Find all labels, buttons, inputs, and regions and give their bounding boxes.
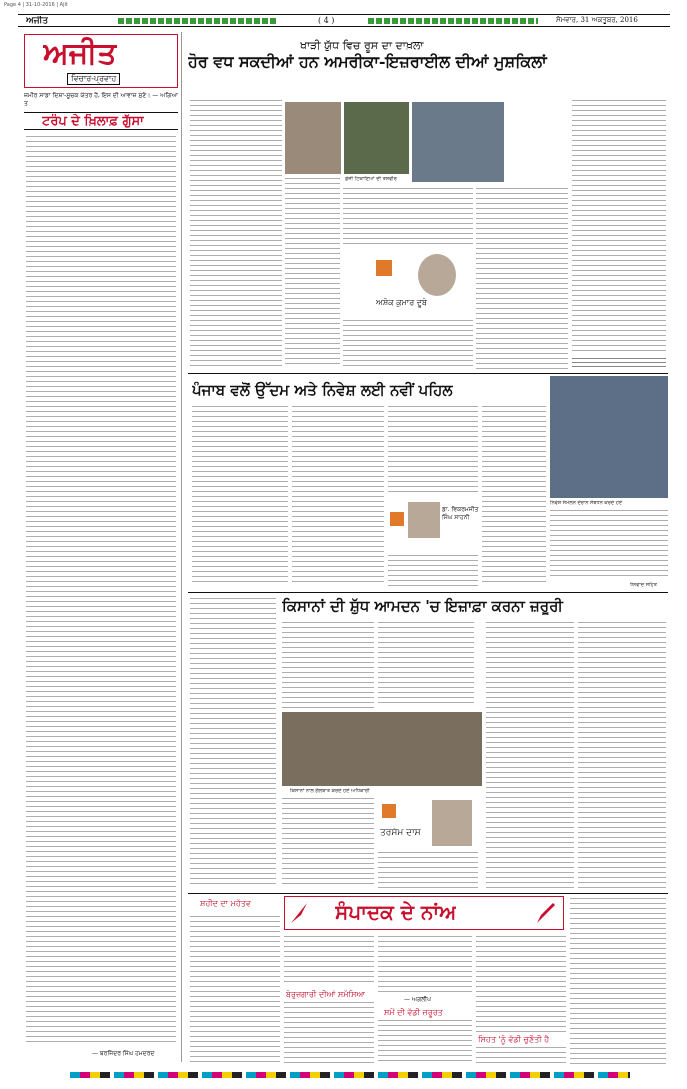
header-date: ਸੋਮਵਾਰ, 31 ਅਕਤੂਬਰ, 2016 bbox=[556, 16, 638, 24]
lead-photo-3 bbox=[412, 102, 504, 182]
punjab-body-col-1 bbox=[192, 406, 288, 586]
farmers-body-col-1 bbox=[190, 598, 276, 888]
header-color-strip bbox=[118, 18, 278, 24]
editorial-quote: ਜ਼ਮੀਰ ਸਾਡਾ ਦਿਸ਼ਾ-ਸੂਚਕ ਯੰਤਰ ਹੈ, ਇਸ ਦੀ ਆਵਾਜ਼ ਸੁਣੋ। — ਅਗਿਆਤ bbox=[24, 92, 178, 107]
lead-author-logo bbox=[376, 260, 392, 276]
editorial-byline: — ਬਰਜਿੰਦਰ ਸਿੰਘ ਹਮਦਰਦ bbox=[92, 1050, 155, 1057]
punjab-body-col-4 bbox=[388, 555, 478, 587]
lead-body-col-1 bbox=[190, 100, 282, 370]
lead-photo-2 bbox=[344, 102, 409, 174]
editorial-body bbox=[26, 136, 176, 1046]
registration-strip bbox=[70, 1072, 630, 1078]
farmers-body-col-3 bbox=[378, 622, 474, 707]
letters-subhead-1: ਸ਼ਹੀਦ ਦਾ ਮਹੱਤਵ bbox=[200, 899, 251, 908]
punjab-author-logo bbox=[390, 512, 404, 526]
farmers-body-col-2 bbox=[282, 622, 374, 712]
letters-subhead-4: ਸਿਹਤ 'ਨੂੰ ਵੱਡੀ ਚੁਣੌਤੀ ਹੈ bbox=[478, 1035, 550, 1044]
punjab-author-photo bbox=[408, 502, 440, 538]
lead-photo-caption: ਫ਼ੌਜੀ ਟਿਕਾਣਿਆਂ ਦੀ ਤਸਵੀਰ bbox=[345, 176, 397, 182]
lead-body-col-3 bbox=[343, 188, 473, 248]
farmers-headline: ਕਿਸਾਨਾਂ ਦੀ ਸ਼ੁੱਧ ਆਮਦਨ 'ਚ ਇਜ਼ਾਫ਼ਾ ਕਰਨਾ ਜ਼ਰੂਰੀ bbox=[282, 597, 563, 615]
editorial-masthead: ਅਜੀਤ bbox=[43, 37, 117, 71]
lead-body-col-4 bbox=[343, 320, 473, 370]
letters-col-left bbox=[190, 916, 280, 1066]
editorial-title: ਟਰੰਪ ਦੇ ਖ਼ਿਲਾਫ਼ ਗੁੱਸਾ bbox=[42, 114, 144, 129]
farmers-photo-caption: ਕਿਸਾਨਾਂ ਨਾਲ ਗੱਲਬਾਤ ਕਰਦੇ ਹੋਏ ਅਧਿਕਾਰੀ bbox=[290, 788, 370, 794]
editorial-column bbox=[22, 32, 182, 1062]
lead-kicker: ਖਾੜੀ ਯੁੱਧ ਵਿਚ ਰੂਸ ਦਾ ਦਾਖ਼ਲਾ bbox=[300, 39, 424, 52]
letters-title-box bbox=[284, 896, 564, 930]
letters-col-mid-3 bbox=[378, 936, 472, 994]
punjab-headline: ਪੰਜਾਬ ਵਲੋਂ ਉੱਦਮ ਅਤੇ ਨਿਵੇਸ਼ ਲਈ ਨਵੀਂ ਪਹਿਲ bbox=[192, 381, 453, 399]
lead-headline: ਹੋਰ ਵਧ ਸਕਦੀਆਂ ਹਨ ਅਮਰੀਕਾ-ਇਜ਼ਰਾਈਲ ਦੀਆਂ ਮੁਸ਼ਕਿਲਾਂ bbox=[188, 52, 547, 71]
editorial-subtitle: ਵਿਚਾਰ-ਪ੍ਰਵਾਹ bbox=[67, 73, 120, 85]
letters-subhead-3: ਸਮੇਂ ਦੀ ਵੱਡੀ ਜ਼ਰੂਰਤ bbox=[384, 1008, 443, 1017]
punjab-body-col-6 bbox=[550, 510, 668, 580]
header-page-number: ( 4 ) bbox=[318, 16, 335, 25]
editorial-title-bar bbox=[24, 112, 178, 130]
farmers-author-photo bbox=[432, 800, 472, 846]
letters-signoff: — ਅਗਲੀਪ bbox=[404, 996, 431, 1003]
lead-author-box bbox=[372, 252, 470, 316]
punjab-body-col-2 bbox=[292, 406, 384, 586]
header-paper-name: ਅਜੀਤ bbox=[26, 16, 49, 26]
rule-3 bbox=[188, 893, 668, 894]
meta-line: Page 4 | 31-10-2016 | Ajit bbox=[4, 2, 68, 8]
letters-col-mid-4 bbox=[378, 1020, 472, 1064]
punjab-photo-caption: ਨਿਵੇਸ਼ ਸੰਮੇਲਨ ਦੌਰਾਨ ਸੰਬੋਧਨ ਕਰਦੇ ਹੋਏ bbox=[550, 500, 623, 506]
letters-col-right-1 bbox=[476, 936, 566, 1032]
lead-footnote bbox=[572, 358, 666, 370]
punjab-photo bbox=[550, 376, 668, 498]
letters-col-right-2 bbox=[476, 1047, 566, 1064]
letters-subhead-2: ਬੇਰੁਜ਼ਗਾਰੀ ਦੀਆਂ ਸਮੱਸਿਆ bbox=[286, 990, 366, 999]
rule-2 bbox=[188, 592, 668, 593]
letters-col-mid-1 bbox=[284, 936, 374, 986]
punjab-credit: ਧੰਨਵਾਦ ਸਹਿਤ bbox=[630, 582, 657, 588]
editorial-masthead-box bbox=[24, 34, 178, 88]
header-color-strip-right bbox=[368, 18, 538, 24]
farmers-photo bbox=[282, 712, 482, 786]
lead-body-col-2 bbox=[285, 178, 340, 368]
lead-author-name: ਅਸ਼ੋਕ ਕੁਮਾਰ ਦੂਬੇ bbox=[376, 298, 428, 307]
farmers-author-name: ਤਰਸੇਮ ਦਾਸ bbox=[380, 828, 421, 838]
farmers-body-col-4 bbox=[282, 798, 374, 888]
farmers-author-logo bbox=[382, 804, 396, 818]
rule-1 bbox=[188, 373, 668, 374]
letters-title: ਸੰਪਾਦਕ ਦੇ ਨਾਂਅ bbox=[335, 900, 457, 924]
punjab-author-box bbox=[388, 500, 480, 552]
punjab-author-name: ਡਾ. ਵਿਕਰਮਜੀਤ ਸਿੰਘ ਸਾਹਨੀ bbox=[442, 506, 479, 521]
page-header bbox=[18, 14, 670, 27]
punjab-body-col-3 bbox=[388, 406, 478, 496]
lead-body-col-6 bbox=[572, 100, 666, 355]
farmers-author-box bbox=[378, 798, 478, 850]
farmers-body-col-5 bbox=[378, 852, 478, 888]
lead-body-col-5 bbox=[476, 188, 568, 370]
pen-icon bbox=[535, 901, 557, 925]
lead-author-photo bbox=[418, 254, 456, 296]
farmers-body-col-6 bbox=[486, 622, 574, 888]
letters-col-far-right bbox=[570, 898, 666, 1064]
letters-col-mid-2 bbox=[284, 1002, 374, 1064]
lead-photo-1 bbox=[285, 102, 341, 174]
farmers-body-col-7 bbox=[578, 622, 666, 888]
quill-icon bbox=[289, 901, 309, 925]
punjab-body-col-5 bbox=[482, 406, 546, 586]
